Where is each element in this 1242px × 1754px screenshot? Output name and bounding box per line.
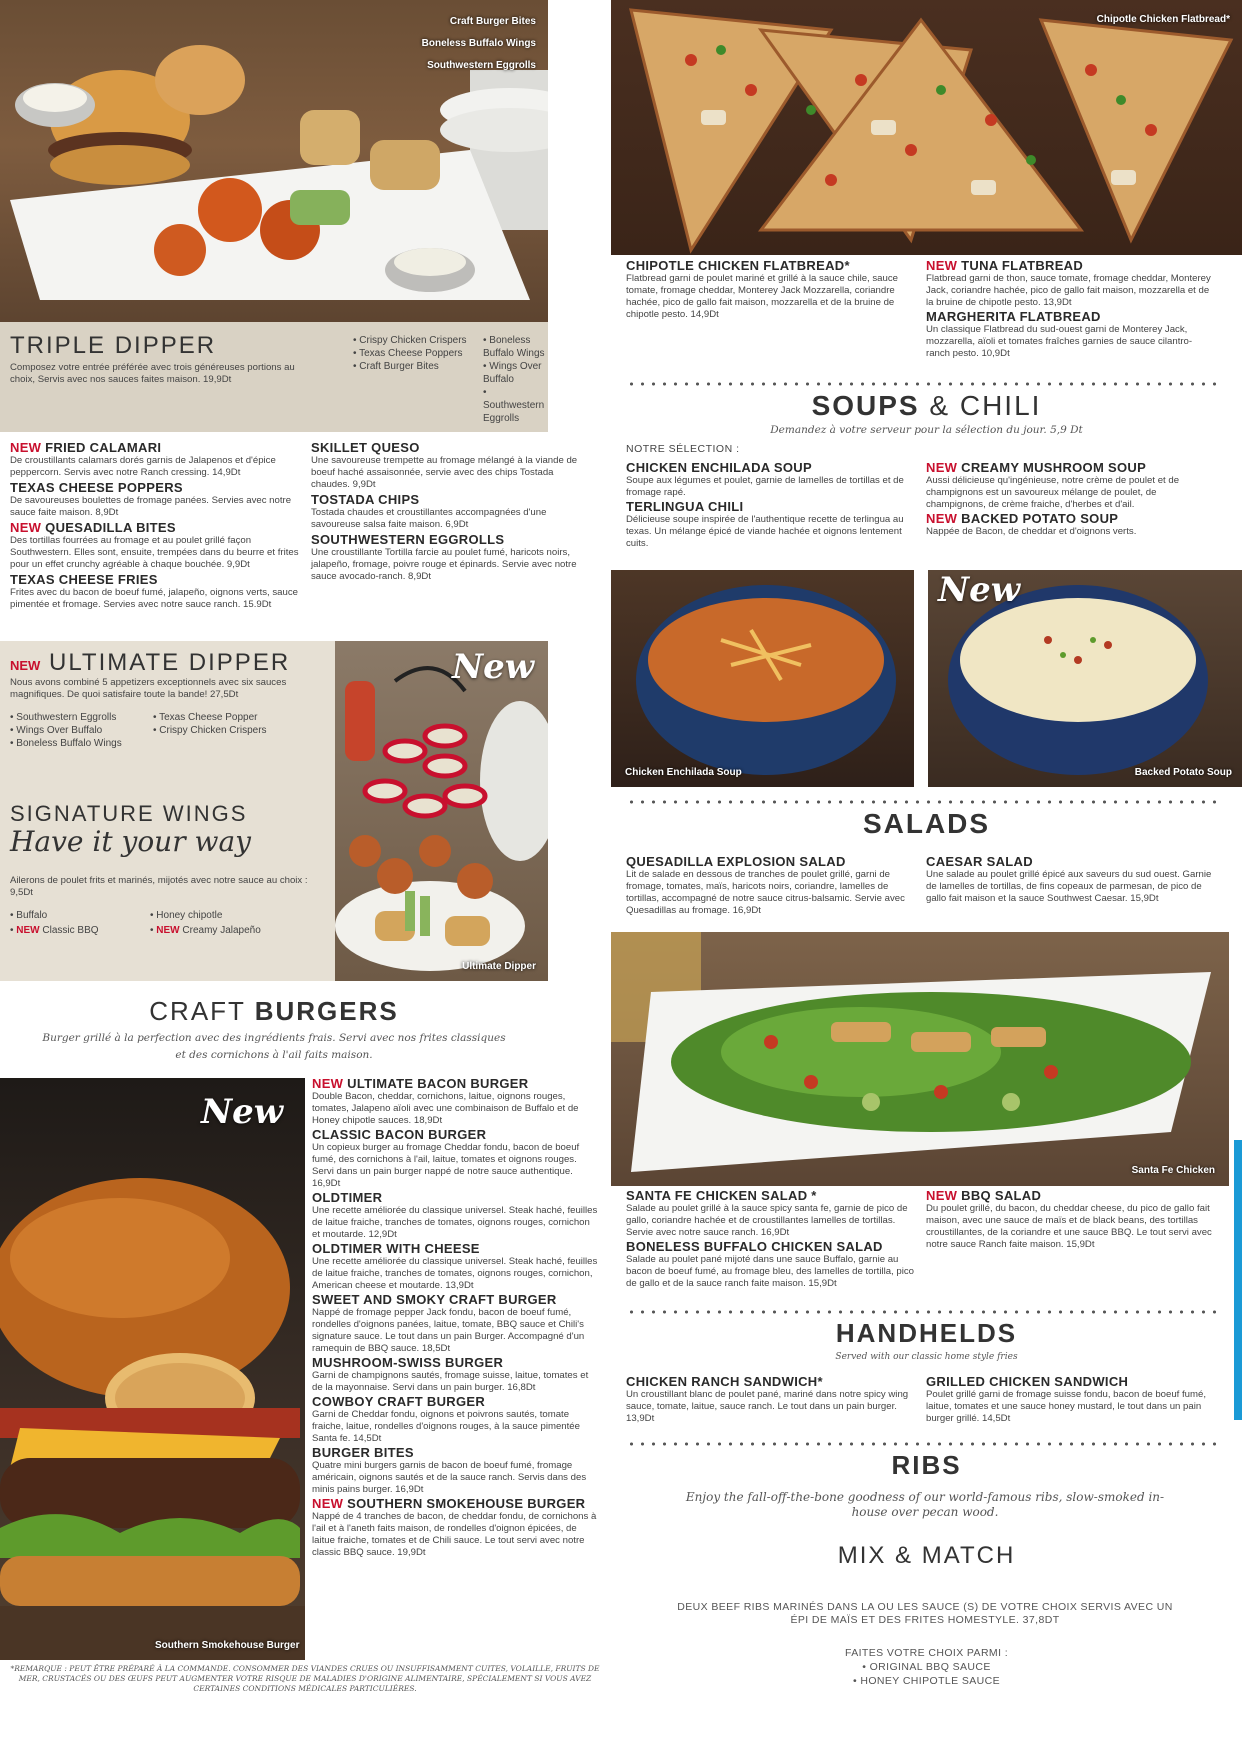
soups-title-b: CHILI — [959, 390, 1042, 421]
menu-item — [312, 1394, 600, 1445]
salads-title: SALADS — [862, 808, 991, 839]
flatbread-caption: Chipotle Chicken Flatbread* — [1096, 14, 1230, 25]
salad-item-quesadilla — [626, 854, 916, 917]
menu-item — [926, 309, 1216, 360]
new-tag: NEW — [312, 1496, 344, 1511]
mix-match-desc: DEUX BEEF RIBS MARINÉS DANS LA OU LES SAUCE (S) DE VOTRE CHOIX SERVIS AVEC UN ÉPI DE MAÏS ET DES FRITES HOMESTYLE. 37,8DT — [677, 1601, 1173, 1626]
wings-script: Have it your way — [10, 825, 251, 858]
soup2-caption: Backed Potato Soup — [1134, 767, 1232, 778]
item-desc: Salade au poulet pané mijoté dans une sauce Buffalo, garnie au bacon de boeuf fumé, au fromage bleu, des lamelles de tortilla, pico de gallo et de la sauce ranch faite maison. 15,9Dt — [626, 1254, 914, 1289]
item-desc: Un classique Flatbread du sud-ouest garni de Monterey Jack, mozzarella, aïoli et tomates fraîches garnies de sauce cilantro-ranch pesto. 10,9Dt — [926, 324, 1193, 359]
item-desc: Un croustillant blanc de poulet pané, mariné dans notre spicy wing sauce, tomate, laitue, sauce ranch. Le tout dans un pain burger. 13,9Dt — [626, 1389, 909, 1424]
salad-item-bbq — [926, 1188, 1216, 1251]
salad-illustration — [611, 932, 1229, 1186]
new-tag: NEW — [16, 925, 40, 936]
menu-item — [10, 520, 300, 571]
ultimate-col1 — [10, 711, 122, 750]
ultimate-option: • Boneless Buffalo Wings — [10, 738, 122, 749]
item-desc: Une savoureuse trempette au fromage mélangé à la viande de boeuf haché assaisonnée, servie avec des chips Tostada chaudes. 9,9Dt — [311, 455, 578, 490]
ultimate-desc: Nous avons combiné 5 appetizers exceptionnels avec six sauces magnifiques. De quoi satisfaire toute la bande! 27,5Dt — [10, 677, 287, 700]
ultimate-title-text: ULTIMATE DIPPER — [49, 649, 291, 676]
salad-item-caesar — [926, 854, 1216, 905]
menu-item — [926, 511, 1216, 538]
wings-option-text: Classic BBQ — [42, 925, 99, 936]
footnote: *REMARQUE : PEUT ÊTRE PRÉPARÉ À LA COMMANDE. CONSOMMER DES VIANDES CRUES OU INSUFFISAMMENT CUITES, VOLAILLE, FRUITS DE MER, CRUSTACÉS OU DES ŒUFS PEUT AUGMENTER VOTRE RISQUE DE MALADIES D'ORIGINE ALIMENTAIRE, SPÉCIALEMENT SI VOUS AVEZ CERTAINES CONDITIONS MÉDICALES PARTICULIÈRES. — [10, 1664, 600, 1693]
item-desc: De croustillants calamars dorés garnis de Jalapenos et d'épice peppercorn. Servis avec notre Ranch cressing. 14,9Dt — [10, 455, 276, 478]
ultimate-option: • Southwestern Eggrolls — [10, 712, 117, 723]
item-name: BURGER BITES — [312, 1445, 414, 1460]
item-name: SWEET AND SMOKY CRAFT BURGER — [312, 1292, 557, 1307]
soup2-photo — [928, 570, 1242, 787]
menu-item — [10, 440, 300, 479]
burger-illustration — [0, 1078, 305, 1660]
item-name: OLDTIMER — [312, 1190, 383, 1205]
item-desc: Nappé de fromage pepper Jack fondu, bacon de boeuf fumé, rondelles d'oignons panées, laitue, tomate, BBQ sauce et Chili's signature sauce. Le tout dans un pain Burger. Accompagné d'un ramequin de BBQ sauce. 18,5Dt — [312, 1307, 585, 1354]
soups-selection-label: NOTRE SÉLECTION : — [626, 443, 740, 455]
item-desc: Flatbread garni de thon, sauce tomate, fromage cheddar, Monterey Jack, coriandre hachée, pico de gallo fait maison, mozzarella et de la bruine de chipotle pesto. 13,9Dt — [926, 273, 1211, 308]
item-name: BACKED POTATO SOUP — [961, 511, 1119, 526]
item-desc: Une recette améliorée du classique universel. Steak haché, feuilles de laitue fraiche, tranches de tomates, oignons rouges, cornichon et moutarde. 12,9Dt — [312, 1205, 598, 1240]
item-desc: Du poulet grillé, du bacon, du cheddar cheese, du pico de gallo fait maison, avec une sauce de maïs et de black beans, des tortillas croustillantes, de la coriandre et une sauce BBQ. Le tout servi avec notre sauce Ranch faite maison. 15,9Dt — [926, 1203, 1212, 1250]
flatbread-list-right — [926, 258, 1216, 360]
item-name: CLASSIC BACON BURGER — [312, 1127, 487, 1142]
menu-item — [312, 1190, 600, 1241]
triple-option: • Crispy Chicken Crispers — [353, 335, 467, 346]
menu-item — [312, 1127, 600, 1190]
flatbread-illustration — [611, 0, 1242, 255]
item-name: SANTA FE CHICKEN SALAD * — [626, 1188, 817, 1203]
item-name: BONELESS BUFFALO CHICKEN SALAD — [626, 1239, 883, 1254]
item-name: SOUTHWESTERN EGGROLLS — [311, 532, 505, 547]
wings-option-text: Creamy Jalapeño — [182, 925, 261, 936]
ultimate-caption: Ultimate Dipper — [462, 961, 536, 972]
item-name: TOSTADA CHIPS — [311, 492, 420, 507]
menu-item — [926, 258, 1216, 309]
soup-list-right — [926, 460, 1216, 538]
menu-item — [312, 1445, 600, 1496]
item-desc: Salade au poulet grillé à la sauce spicy santa fe, garnie de pico de gallo, coriandre hachée et de croustillantes lamelles de tortillas. Servie avec notre sauce ranch. 16,9Dt — [626, 1203, 908, 1238]
menu-item — [312, 1241, 600, 1292]
menu-item — [626, 460, 916, 499]
item-desc: Quatre mini burgers garnis de bacon de boeuf fumé, fromage américain, oignons sautés et de la sauce ranch. Servis dans des minis pains burger. 16,9Dt — [312, 1460, 587, 1495]
item-name: FRIED CALAMARI — [45, 440, 162, 455]
handhelds-title: HANDHELDS — [835, 1318, 1018, 1348]
dotted-divider — [626, 1442, 1222, 1446]
appetizers-caption-2: Boneless Buffalo Wings — [421, 38, 536, 49]
wings-title: SIGNATURE WINGS — [10, 801, 248, 826]
ultimate-col2 — [153, 711, 267, 737]
new-tag: NEW — [926, 258, 958, 273]
menu-item — [312, 1076, 600, 1127]
item-desc: Tostada chaudes et croustillantes accompagnées d'une savoureuse salsa faite maison. 6,9Dt — [311, 507, 547, 530]
soups-subtitle: Demandez à votre serveur pour la sélection du jour. 5,9 Dt — [770, 424, 1083, 436]
dotted-divider — [626, 382, 1222, 386]
new-tag: NEW — [10, 440, 42, 455]
burger-caption: Southern Smokehouse Burger — [155, 1640, 300, 1651]
item-name: CHICKEN RANCH SANDWICH* — [626, 1374, 823, 1389]
item-name: COWBOY CRAFT BURGER — [312, 1394, 486, 1409]
item-name: CAESAR SALAD — [926, 854, 1033, 869]
handheld-item-ranch — [626, 1374, 916, 1425]
item-desc: Une recette améliorée du classique universel. Steak haché, feuilles de laitue fraiche, tranches de tomates, oignons rouges, cornichon, American cheese et moutarde. 13,9Dt — [312, 1256, 598, 1291]
new-tag: NEW — [10, 658, 41, 673]
ribs-title: RIBS — [891, 1450, 962, 1480]
item-desc: Poulet grillé garni de fromage suisse fondu, bacon de boeuf fumé, laitue, tomates et une sauce honey mustard, le tout dans un pain burger grillé. 14,5Dt — [926, 1389, 1206, 1424]
triple-option: • Southwestern Eggrolls — [483, 387, 545, 424]
item-name: SOUTHERN SMOKEHOUSE BURGER — [347, 1496, 586, 1511]
item-name: ULTIMATE BACON BURGER — [347, 1076, 529, 1091]
item-desc: Une croustillante Tortilla farcie au poulet fumé, haricots noirs, jalapeño, fromage, poivre rouge et épinards. Servie avec notre sauce avocado-ranch. 8,9Dt — [311, 547, 577, 582]
soups-amp: & — [929, 390, 951, 421]
menu-item — [626, 1188, 916, 1239]
item-desc: Double Bacon, cheddar, cornichons, laitue, oignons rouges, tomates, Jalapeno aïoli avec une combinaison de Buffalo et de Honey chipotle sauces. 18,9Dt — [312, 1091, 579, 1126]
soup1-photo — [611, 570, 914, 787]
dotted-divider — [626, 1310, 1222, 1314]
burger-list — [312, 1076, 600, 1559]
item-name: GRILLED CHICKEN SANDWICH — [926, 1374, 1129, 1389]
item-desc: Nappée de Bacon, de cheddar et d'oignons verts. — [926, 526, 1137, 537]
triple-dipper-col1 — [353, 334, 467, 373]
item-name: CHICKEN ENCHILADA SOUP — [626, 460, 812, 475]
burgers-title-a: CRAFT — [149, 996, 246, 1026]
appetizers-caption-3: Southwestern Eggrolls — [427, 60, 536, 71]
item-name: TERLINGUA CHILI — [626, 499, 744, 514]
menu-item — [926, 460, 1216, 511]
appetizers-caption-1: Craft Burger Bites — [449, 16, 536, 27]
item-desc: Un copieux burger au fromage Cheddar fondu, bacon de boeuf fumé, des cornichons à l'ail, laitue, tomates et oignons rouges. Servi dans un pain burger nappé de notre sauce authentique. 16,9Dt — [312, 1142, 580, 1189]
item-name: MARGHERITA FLATBREAD — [926, 309, 1101, 324]
appetizer-list-left — [10, 440, 300, 611]
salad-caption: Santa Fe Chicken — [1131, 1165, 1215, 1176]
ultimate-option: • Wings Over Buffalo — [10, 725, 103, 736]
item-name: TEXAS CHEESE POPPERS — [10, 480, 183, 495]
item-desc: Une salade au poulet grillé épicé aux saveurs du sud ouest. Garnie de lamelles de tortillas, de fins copeaux de parmesan, de pico de gallo fait maison et la sauce Southwest Caesar. 15,9Dt — [926, 869, 1212, 904]
triple-dipper-title: TRIPLE DIPPER — [10, 332, 217, 359]
item-desc: De savoureuses boulettes de fromage panées. Servies avec notre sauce faite maison. 8,9Dt — [10, 495, 292, 518]
new-tag: NEW — [926, 460, 958, 475]
item-desc: Frites avec du bacon de boeuf fumé, jalapeño, oignons verts, sauce pimentée et fromage. Servies avec notre sauce ranch. 15.9Dt — [10, 587, 298, 610]
triple-dipper-panel — [0, 322, 548, 432]
ultimate-dipper-panel — [0, 641, 335, 981]
triple-option: • Boneless Buffalo Wings — [483, 335, 545, 359]
menu-item — [10, 572, 300, 611]
item-desc: Des tortillas fourrées au fromage et au poulet grillé façon Southwestern. Elles sont, ensuite, trempées dans du beurre et frites pour un effet crunchy agréable à chaque bouchée. 9,9Dt — [10, 535, 299, 570]
triple-option: • Craft Burger Bites — [353, 361, 439, 372]
new-tag: NEW — [156, 925, 180, 936]
mix-match-choice: FAITES VOTRE CHOIX PARMI : — [844, 1647, 1009, 1659]
item-name: SKILLET QUESO — [311, 440, 420, 455]
burgers-title — [0, 996, 548, 1027]
item-name: TEXAS CHEESE FRIES — [10, 572, 158, 587]
wings-option-honey: • Honey chipotle — [150, 910, 223, 921]
ribs-script: Enjoy the fall-off-the-bone goodness of our world-famous ribs, slow-smoked in-house over pecan wood. — [685, 1490, 1165, 1519]
triple-dipper-col2 — [483, 334, 548, 425]
item-name: BBQ SALAD — [961, 1188, 1042, 1203]
triple-option: • Texas Cheese Poppers — [353, 348, 463, 359]
menu-item — [10, 480, 300, 519]
triple-option: • Wings Over Buffalo — [483, 361, 542, 385]
handhelds-subtitle: Served with our classic home style fries — [835, 1352, 1018, 1362]
new-tag: NEW — [926, 1188, 958, 1203]
item-desc: Aussi délicieuse qu'ingénieuse, notre crème de poulet et de champignons est un savoureux mélange de poulet, de champignons, de crème fraiche, d'herbes et d'ail. — [926, 475, 1180, 510]
soup1-caption: Chicken Enchilada Soup — [625, 767, 742, 778]
item-name: OLDTIMER WITH CHEESE — [312, 1241, 480, 1256]
wings-desc: Ailerons de poulet frits et marinés, mijotés avec notre sauce au choix : 9,5Dt — [10, 875, 308, 898]
ultimate-option: • Crispy Chicken Crispers — [153, 725, 267, 736]
item-desc: Soupe aux légumes et poulet, garnie de lamelles de tortillas et de fromage rapé. — [626, 475, 904, 498]
menu-item — [311, 440, 589, 491]
item-desc: Lit de salade en dessous de tranches de poulet grillé, garni de fromage, tomates, maïs, haricots noirs, coriandre, lamelles de tortillas, accompagné de notre sauce citrus-balsamic. Servie avec Quesadillas au fromage. 16,9Dt — [626, 869, 905, 916]
new-badge: New — [938, 570, 1020, 610]
appetizers-photo — [0, 0, 548, 322]
new-badge: New — [452, 647, 534, 687]
wings-option-buffalo: • Buffalo — [10, 910, 48, 921]
sauce-option: • ORIGINAL BBQ SAUCE — [862, 1661, 991, 1673]
menu-item — [626, 1239, 916, 1290]
menu-item — [312, 1496, 600, 1559]
ultimate-title — [10, 649, 290, 677]
appetizer-list-right — [311, 440, 589, 583]
item-name: TUNA FLATBREAD — [961, 258, 1084, 273]
item-name: CREAMY MUSHROOM SOUP — [961, 460, 1147, 475]
wings-option-jalapeno: • NEW Creamy Jalapeño — [150, 925, 261, 936]
item-name: QUESADILLA BITES — [45, 520, 176, 535]
item-desc: Garni de Cheddar fondu, oignons et poivrons sautés, tomate fraiche, laitue, rondelles d'oignons rouges, à la sauce pimentée Santa fe. 14,5Dt — [312, 1409, 580, 1444]
triple-dipper-desc: Composez votre entrée préférée avec trois généreuses portions au choix, Servis avec nos sauces faites maison. 19,9Dt — [10, 362, 295, 385]
page-edge-stripe — [1234, 1140, 1242, 1420]
flatbread-photo — [611, 0, 1242, 255]
menu-item — [626, 258, 916, 321]
handheld-item-grilled — [926, 1374, 1216, 1425]
item-desc: Garni de champignons sautés, fromage suisse, laitue, tomates et de la mayonnaise. Servi dans un pain burger. 16,8Dt — [312, 1370, 589, 1393]
soups-title — [611, 390, 1242, 422]
menu-item — [312, 1292, 600, 1355]
burger-photo — [0, 1078, 305, 1660]
ultimate-dipper-illustration — [335, 641, 548, 981]
item-desc: Délicieuse soupe inspirée de l'authentique recette de terlingua au texas. Un mélange épicé de viande hachée et oignons lentement cuits. — [626, 514, 904, 549]
soup-list-left — [626, 460, 916, 550]
item-name: CHIPOTLE CHICKEN FLATBREAD* — [626, 258, 850, 273]
burgers-title-b: BURGERS — [254, 996, 399, 1026]
ultimate-dipper-photo — [335, 641, 548, 981]
new-tag: NEW — [10, 520, 42, 535]
sauce-option: • HONEY CHIPOTLE SAUCE — [852, 1675, 1001, 1687]
soup1-illustration — [611, 570, 914, 787]
item-desc: Nappé de 4 tranches de bacon, de cheddar fondu, de cornichons à l'ail et à l'aneth faits maison, de rondelles d'oignon épicées, de laitue fraiche, tomates et de Chili sauce. Le tout servi avec notre classic BBQ sauce. 19,9Dt — [312, 1511, 597, 1558]
mix-match-title: MIX & MATCH — [837, 1542, 1016, 1569]
menu-item — [626, 499, 916, 550]
menu-item — [312, 1355, 600, 1394]
menu-item — [311, 532, 589, 583]
item-desc: Flatbread garni de poulet mariné et grillé à la sauce chile, sauce tomate, fromage cheddar, Monterey Jack Mozzarella, coriandre hachée, pico de gallo fait maison, mozzarella et de la bruine de chipotle pesto. 14,9Dt — [626, 273, 898, 320]
salad-photo — [611, 932, 1229, 1186]
item-name: MUSHROOM-SWISS BURGER — [312, 1355, 504, 1370]
soups-title-a: SOUPS — [811, 390, 920, 421]
wings-option-bbq: • NEW Classic BBQ — [10, 925, 99, 936]
new-badge: New — [201, 1092, 283, 1132]
menu-item — [311, 492, 589, 531]
item-name: QUESADILLA EXPLOSION SALAD — [626, 854, 846, 869]
ultimate-option: • Texas Cheese Popper — [153, 712, 258, 723]
dotted-divider — [626, 800, 1222, 804]
salad-list-bottom-left — [626, 1188, 916, 1290]
burgers-subtitle: Burger grillé à la perfection avec des ingrédients frais. Servi avec nos frites classiques et des cornichons à l'ail faits maison. — [42, 1032, 506, 1061]
new-tag: NEW — [312, 1076, 344, 1091]
flatbread-list-left — [626, 258, 916, 321]
new-tag: NEW — [926, 511, 958, 526]
